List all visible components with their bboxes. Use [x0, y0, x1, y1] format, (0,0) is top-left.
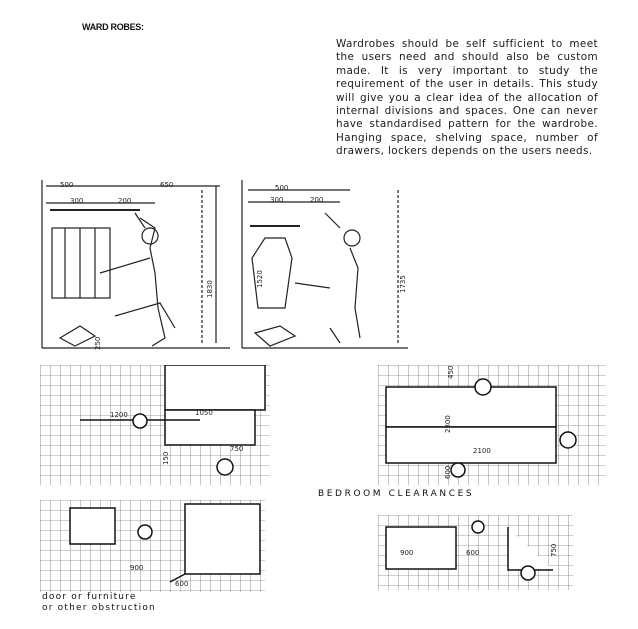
description-paragraph: Wardrobes should be self sufficient to meet the users need and should also be custom made. It is very important to study the requirement of the user in details. This study will give you a clear idea of the allocation of internal divisions and spaces. One can never have standardised pattern for the wardrobe. Hanging space, shelving space, number of drawers, lockers depends on the users needs.: [336, 38, 598, 158]
dim-text: 1735: [399, 275, 407, 293]
dim-text: 1830: [206, 280, 214, 298]
dim-text: 900: [400, 549, 414, 557]
bedroom-plan-bottom-right: [378, 515, 573, 590]
dim-text: 600: [444, 465, 452, 479]
dim-text: 750: [230, 445, 244, 453]
dim-text: 200: [118, 197, 132, 205]
dim-text: 1520: [256, 270, 264, 288]
bedroom-clearances-label: BEDROOM CLEARANCES: [318, 489, 475, 499]
dim-text: 500: [275, 184, 289, 192]
dim-text: 1200: [110, 411, 128, 419]
dim-text: 900: [130, 564, 144, 572]
obstruction-caption: [42, 592, 156, 614]
dim-text: 150: [162, 451, 170, 465]
wardrobe-elevation-figure-left: [40, 178, 232, 350]
dim-text: 1050: [195, 409, 213, 417]
bedroom-plan-bottom-left: [40, 500, 265, 592]
dim-text: 500: [60, 181, 74, 189]
obstruction-line2: or other obstruction: [42, 603, 156, 613]
bedroom-plan-top-right: [378, 365, 606, 485]
dim-text: 450: [447, 365, 455, 379]
dim-text: 650: [160, 181, 174, 189]
dim-text: 750: [550, 543, 558, 557]
obstruction-line1: door or furniture: [42, 592, 137, 602]
page-title: WARD ROBES:: [82, 22, 144, 32]
dim-text: 200: [310, 196, 324, 204]
dim-text: 250: [94, 336, 102, 350]
dim-text: 2300: [444, 415, 452, 433]
dim-text: 300: [270, 196, 284, 204]
dim-text: 600: [175, 580, 189, 588]
bedroom-plan-top-left: [40, 365, 270, 485]
dim-text: 2100: [473, 447, 491, 455]
dim-text: 600: [466, 549, 480, 557]
dim-text: 300: [70, 197, 84, 205]
wardrobe-elevation-figure-right: [240, 178, 410, 350]
